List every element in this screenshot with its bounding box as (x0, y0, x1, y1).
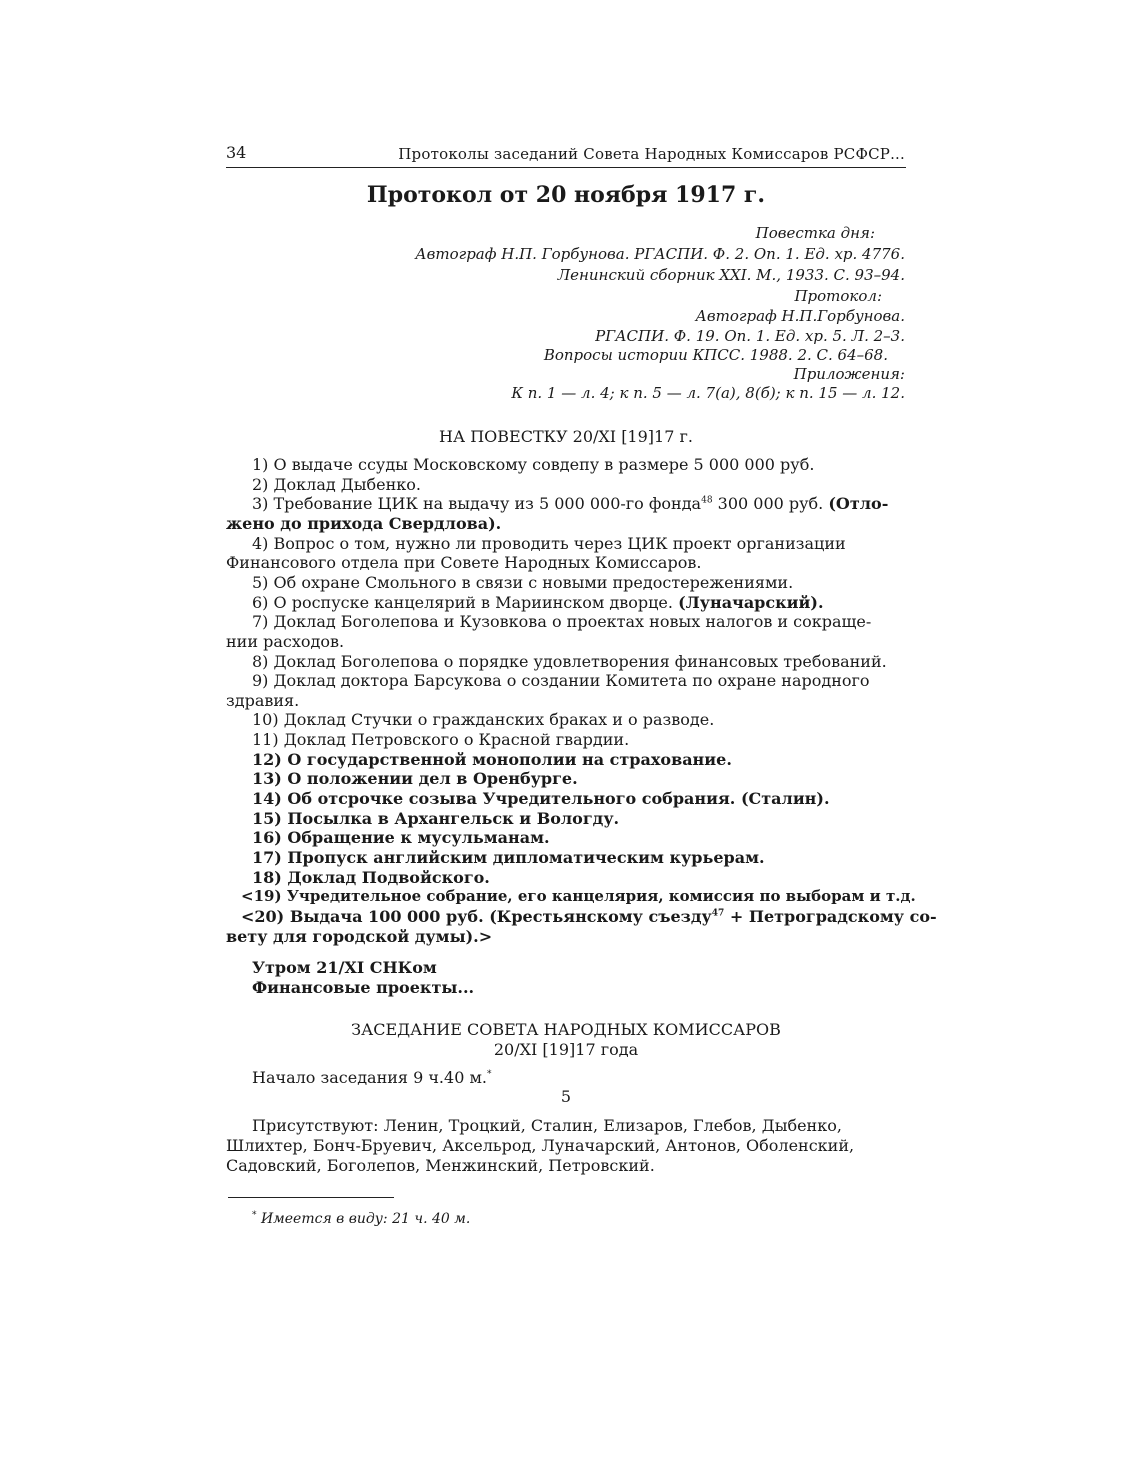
agenda-item-4: 4) Вопрос о том, нужно ли проводить через ЦИК проект организации (252, 534, 846, 553)
page-title: Протокол от 20 ноября 1917 г. (366, 182, 766, 208)
agenda-item-3: 3) Требование ЦИК на выдачу из 5 000 000-го фонда$^{48}$ 300 000 руб. (Отло- (252, 494, 889, 513)
agenda-item-18: 18) Доклад Подвойского. (252, 868, 490, 887)
agenda-item-12: 12) О государственной монополии на страхование. (252, 750, 732, 769)
meeting-date: 20/XI [19]17 года (493, 1040, 639, 1059)
agenda-item-19: <19) Учредительное собрание, его канцелярия, комиссия по выборам и т.д. (241, 887, 916, 905)
source-line: Приложения: (793, 365, 905, 383)
agenda-item-7-cont: нии расходов. (226, 632, 345, 651)
source-line: Автограф Н.П. Горбунова. РГАСПИ. Ф. 2. Оп. 1. Ед. хр. 4776. (415, 245, 905, 263)
agenda-item-5: 5) Об охране Смольного в связи с новыми предостережениями. (252, 573, 794, 592)
agenda-item-9: 9) Доклад доктора Барсукова о создании Комитета по охране народного (252, 671, 870, 690)
attendees: Присутствуют: Ленин, Троцкий, Сталин, Елизаров, Глебов, Дыбенко, (252, 1116, 842, 1135)
agenda-item-3-cont: жено до прихода Свердлова). (226, 514, 502, 533)
agenda-item-4-cont: Финансового отдела при Совете Народных Комиссаров. (226, 553, 702, 572)
source-line: Ленинский сборник XXI. М., 1933. С. 93–94. (557, 266, 905, 284)
header-rule (226, 167, 906, 168)
agenda-heading: НА ПОВЕСТКУ 20/XI [19]17 г. (439, 427, 693, 446)
source-line: К п. 1 — л. 4; к п. 5 — л. 7(а), 8(б); к п. 15 — л. 12. (511, 384, 905, 402)
agenda-item-16: 16) Обращение к мусульманам. (252, 828, 550, 847)
sheet-number: 5 (560, 1087, 572, 1106)
agenda-item-2: 2) Доклад Дыбенко. (252, 475, 422, 494)
agenda-item-20: <20) Выдача 100 000 руб. (Крестьянскому съезду$^{47}$ + Петроградскому со- (241, 907, 937, 926)
source-line: Вопросы истории КПСС. 1988. 2. С. 64–68. (543, 346, 888, 364)
handwritten-note: Финансовые проекты... (252, 978, 475, 997)
handwritten-note: Утром 21/XI СНКом (252, 958, 437, 977)
agenda-item-8: 8) Доклад Боголепова о порядке удовлетворения финансовых требований. (252, 652, 887, 671)
attendees-cont: Шлихтер, Бонч-Бруевич, Аксельрод, Луначарский, Антонов, Оболенский, (226, 1136, 855, 1155)
agenda-item-9-cont: здравия. (226, 691, 300, 710)
source-line: Автограф Н.П.Горбунова. (695, 307, 905, 325)
agenda-item-10: 10) Доклад Стучки о гражданских браках и о разводе. (252, 710, 715, 729)
source-line: Протокол: (794, 287, 882, 305)
agenda-item-11: 11) Доклад Петровского о Красной гвардии. (252, 730, 630, 749)
agenda-item-14: 14) Об отсрочке созыва Учредительного собрания. (Сталин). (252, 789, 830, 808)
meeting-start: Начало заседания 9 ч.40 м.* (252, 1068, 492, 1087)
footnote-rule (228, 1197, 394, 1198)
source-line: РГАСПИ. Ф. 19. Оп. 1. Ед. хр. 5. Л. 2–3. (595, 327, 905, 345)
footnote: * Имеется в виду: 21 ч. 40 м. (252, 1210, 471, 1227)
agenda-item-6: 6) О роспуске канцелярий в Мариинском дворце. (Луначарский). (252, 593, 824, 612)
agenda-item-17: 17) Пропуск английским дипломатическим курьерам. (252, 848, 765, 867)
attendees-cont: Садовский, Боголепов, Менжинский, Петровский. (226, 1156, 655, 1175)
running-title: Протоколы заседаний Совета Народных Комиссаров РСФСР... (398, 145, 905, 163)
agenda-item-15: 15) Посылка в Архангельск и Вологду. (252, 809, 620, 828)
page-number: 34 (226, 143, 247, 162)
meeting-heading: ЗАСЕДАНИЕ СОВЕТА НАРОДНЫХ КОМИССАРОВ (351, 1020, 781, 1039)
agenda-item-7: 7) Доклад Боголепова и Кузовкова о проектах новых налогов и сокраще- (252, 612, 872, 631)
agenda-item-20-cont: вету для городской думы).> (226, 927, 493, 946)
agenda-item-1: 1) О выдаче ссуды Московскому совдепу в размере 5 000 000 руб. (252, 455, 815, 474)
agenda-item-13: 13) О положении дел в Оренбурге. (252, 769, 578, 788)
source-line: Повестка дня: (755, 224, 875, 242)
